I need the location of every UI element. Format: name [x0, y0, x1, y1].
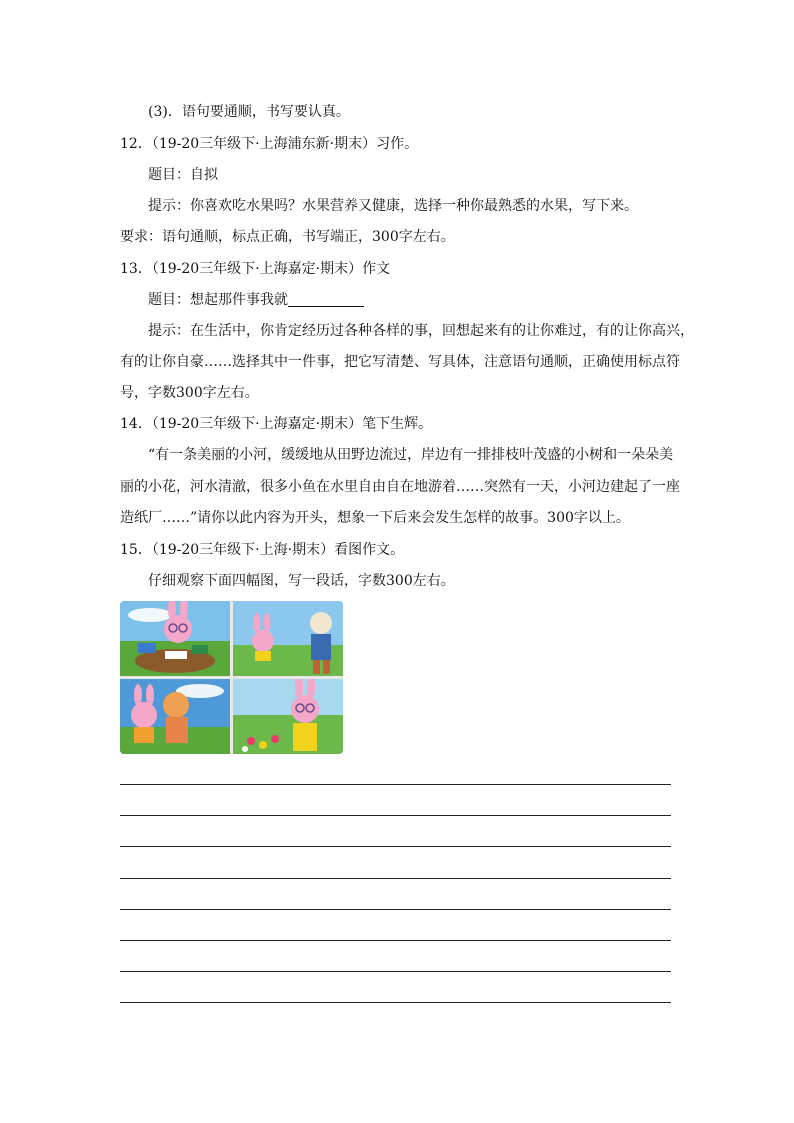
question-14-paragraph-line-2: 丽的小花，河水清澈，很多小鱼在水里自由自在地游着……突然有一天，小河边建起了一座	[120, 479, 680, 495]
requirement-3: (3)．语句要通顺，书写要认真。	[148, 104, 350, 120]
question-13-tip-line-1: 提示：在生活中，你肯定经历过各种各样的事，回想起来有的让你难过，有的让你高兴，	[148, 323, 694, 339]
picture-panel-1	[120, 601, 230, 676]
writing-line	[120, 784, 671, 785]
question-13-title-line	[148, 289, 364, 311]
writing-line	[120, 971, 671, 972]
question-13-heading: 13．（19-20三年级下·上海嘉定·期末）作文	[120, 261, 391, 277]
question-14-paragraph-line-1: “有一条美丽的小河，缓缓地从田野边流过，岸边有一排排枝叶茂盛的小树和一朵朵美	[148, 447, 674, 463]
question-12-tip: 提示：你喜欢吃水果吗？水果营养又健康，选择一种你最熟悉的水果，写下来。	[148, 198, 638, 214]
fill-in-blank	[288, 292, 364, 307]
writing-line	[120, 878, 671, 879]
four-panel-picture	[120, 601, 343, 754]
question-12-requirement: 要求：语句通顺，标点正确，书写端正，300字左右。	[120, 229, 455, 245]
question-14-paragraph-line-3: 造纸厂……”请你以此内容为开头，想象一下后来会发生怎样的故事。300字以上。	[120, 510, 630, 526]
writing-line	[120, 940, 671, 941]
question-14-heading: 14．（19-20三年级下·上海嘉定·期末）笔下生辉。	[120, 416, 433, 432]
question-13-tip-line-2: 有的让你自豪……选择其中一件事，把它写清楚、写具体，注意语句通顺，正确使用标点符	[120, 354, 680, 370]
question-15-heading: 15．（19-20三年级下·上海·期末）看图作文。	[120, 542, 405, 558]
writing-line	[120, 909, 671, 910]
writing-line	[120, 815, 671, 816]
question-15-instruction: 仔细观察下面四幅图，写一段话，字数300左右。	[148, 573, 455, 589]
question-12-heading: 12．（19-20三年级下·上海浦东新·期末）习作。	[120, 136, 419, 152]
question-12-title: 题目：自拟	[148, 167, 218, 183]
writing-line	[120, 1002, 671, 1003]
picture-panel-4	[233, 679, 343, 754]
picture-panel-3	[120, 679, 230, 754]
writing-line	[120, 846, 671, 847]
question-13-tip-line-3: 号，字数300字左右。	[120, 385, 259, 401]
picture-panel-2	[233, 601, 343, 676]
question-13-title: 题目：想起那件事我就	[148, 292, 288, 308]
